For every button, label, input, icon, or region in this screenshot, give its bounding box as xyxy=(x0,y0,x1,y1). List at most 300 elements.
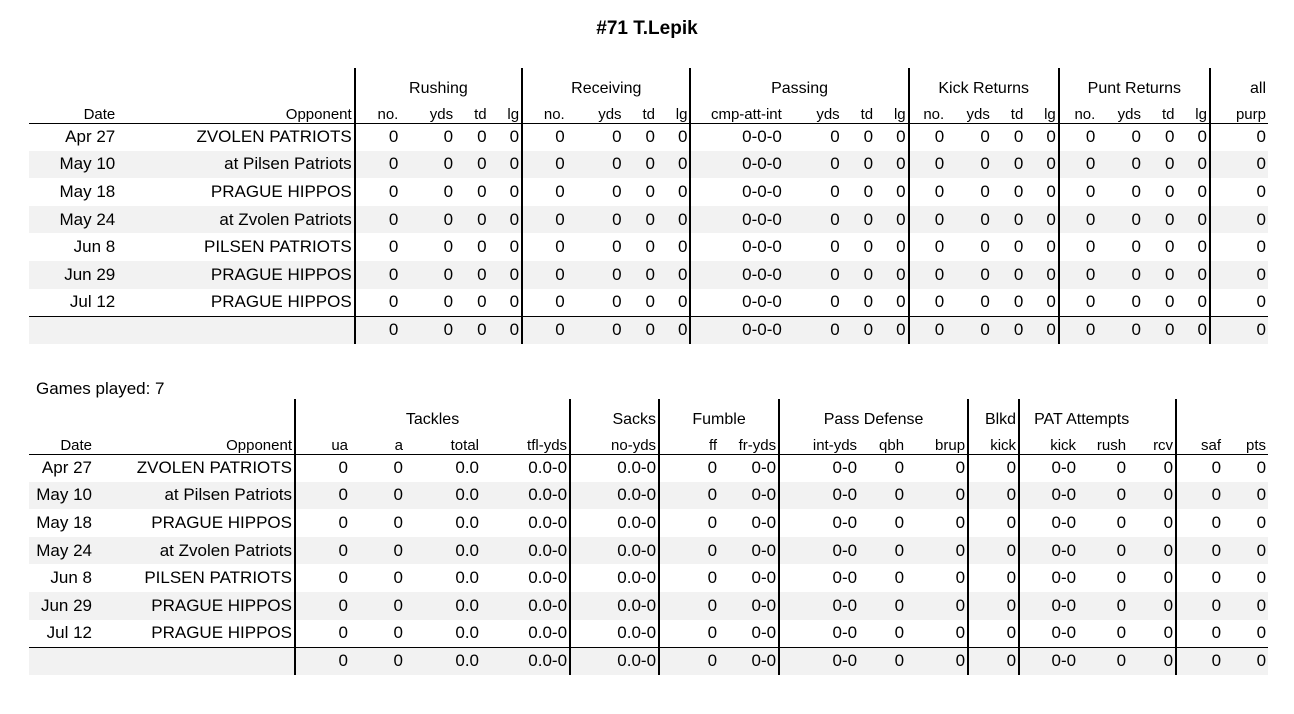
stat-cell: 0 xyxy=(393,512,403,532)
table-row xyxy=(29,454,1268,482)
stat-cell: 0.0-0 xyxy=(570,620,659,648)
stat-cell: 0 xyxy=(355,233,401,261)
stat-cell: 0 xyxy=(477,292,487,312)
stat-cell: 0 xyxy=(1097,151,1143,179)
total-cell: 0 xyxy=(968,647,1019,675)
stat-cell: 0 xyxy=(1210,206,1268,234)
opponent-cell: ZVOLEN PATRIOTS xyxy=(196,127,352,147)
stat-cell: 0 xyxy=(1210,289,1268,317)
column-header: a xyxy=(350,429,405,454)
stat-cell: 0 xyxy=(645,181,655,201)
stat-cell: 0 xyxy=(1046,292,1056,312)
total-cell: 0 xyxy=(567,316,624,344)
column-header: ff xyxy=(659,429,719,454)
stat-cell: 0 xyxy=(1164,181,1175,201)
stat-cell: 0 xyxy=(522,123,567,151)
stat-cell: 0 xyxy=(1143,206,1176,234)
stat-cell: 0-0-0 xyxy=(690,123,783,151)
column-header: no. xyxy=(1059,98,1098,123)
group-kick-returns: Kick Returns xyxy=(909,68,1059,98)
column-header: Opponent xyxy=(117,98,354,123)
stat-cell: 0 xyxy=(612,237,622,257)
stat-cell: 0 xyxy=(1176,537,1223,565)
stat-cell: 0 xyxy=(955,458,966,478)
stat-cell: 0 xyxy=(1197,237,1207,257)
stat-cell: 0 xyxy=(443,292,454,312)
stat-cell: 0-0 xyxy=(751,568,777,588)
stat-cell: 0 xyxy=(489,151,522,179)
stat-cell: 0 xyxy=(842,261,875,289)
table-row xyxy=(29,620,1268,648)
column-header: lg xyxy=(875,98,909,123)
stat-cell: 0 xyxy=(863,292,874,312)
opponent-cell: PILSEN PATRIOTS xyxy=(144,568,292,588)
stat-cell: 0-0-0 xyxy=(690,289,783,317)
stat-cell: 0 xyxy=(443,127,454,147)
stat-cell: 0 xyxy=(830,237,840,257)
stat-cell: 0 xyxy=(909,123,947,151)
stat-cell: 0-0 xyxy=(1019,620,1078,648)
total-cell: 0-0 xyxy=(779,647,859,675)
opponent-cell: PRAGUE HIPPOS xyxy=(210,292,352,312)
total-cell: 0 xyxy=(1078,647,1128,675)
stat-cell: 0 xyxy=(645,292,655,312)
stat-cell: 0 xyxy=(1256,458,1267,478)
stat-cell: 0 xyxy=(1210,123,1268,151)
stat-cell: 0 xyxy=(659,592,719,620)
total-cell: 0 xyxy=(624,316,657,344)
stat-cell: 0 xyxy=(522,206,567,234)
stat-cell: 0 xyxy=(567,206,624,234)
stat-cell: 0-0 xyxy=(1019,537,1078,565)
stat-cell: 0 xyxy=(830,292,840,312)
date-cell: Jun 8 xyxy=(50,568,92,588)
stat-cell: 0.0-0 xyxy=(570,537,659,565)
stat-cell: 0 xyxy=(455,206,488,234)
column-header: lg xyxy=(489,98,522,123)
stat-cell: 0 xyxy=(830,127,840,147)
stat-cell: 0-0-0 xyxy=(690,178,783,206)
stat-cell: 0-0 xyxy=(1019,592,1078,620)
stat-cell: 0 xyxy=(1210,178,1268,206)
stat-cell: 0 xyxy=(842,206,875,234)
stat-cell: 0 xyxy=(350,592,405,620)
total-cell: 0 xyxy=(1143,316,1176,344)
stat-cell: 0 xyxy=(909,206,947,234)
stat-cell: 0-0 xyxy=(779,482,859,510)
stat-cell: 0 xyxy=(350,537,405,565)
column-header: kick xyxy=(968,429,1019,454)
table-row xyxy=(29,289,1268,317)
stat-cell: 0.0 xyxy=(455,568,479,588)
stat-cell: 0 xyxy=(968,620,1019,648)
stat-cell: 0 xyxy=(350,482,405,510)
table-row xyxy=(29,564,1268,592)
stat-cell: 0 xyxy=(1143,261,1176,289)
stat-cell: 0.0-0 xyxy=(528,512,568,532)
stat-cell: 0 xyxy=(1116,623,1127,643)
defense-column-header-row xyxy=(29,429,1268,454)
stat-cell: 0-0 xyxy=(1019,509,1078,537)
total-cell: 0 xyxy=(1059,316,1098,344)
stat-cell: 0 xyxy=(355,289,401,317)
total-cell: 0 xyxy=(455,316,488,344)
column-header: int-yds xyxy=(779,429,859,454)
stat-cell: 0 xyxy=(295,592,350,620)
stat-cell: 0-0 xyxy=(751,458,777,478)
stat-cell: 0-0 xyxy=(779,454,859,482)
stat-cell: 0 xyxy=(894,512,905,532)
stat-cell: 0.0 xyxy=(455,512,479,532)
stat-cell: 0-0-0 xyxy=(690,261,783,289)
stat-cell: 0 xyxy=(400,206,455,234)
stat-cell: 0.0-0 xyxy=(528,568,568,588)
date-cell: Apr 27 xyxy=(65,127,116,147)
stat-cell: 0 xyxy=(522,289,567,317)
stat-cell: 0 xyxy=(1256,568,1267,588)
column-header: no. xyxy=(355,98,401,123)
stat-cell: 0 xyxy=(1046,237,1056,257)
date-cell: Jun 29 xyxy=(29,261,117,289)
table-row xyxy=(29,537,1268,565)
group-rushing: Rushing xyxy=(355,68,522,98)
stat-cell: 0 xyxy=(1197,127,1207,147)
stat-cell: 0 xyxy=(784,151,842,179)
opponent-cell: PRAGUE HIPPOS xyxy=(151,512,292,532)
stat-cell: 0 xyxy=(1163,512,1174,532)
stat-cell: 0 xyxy=(1078,482,1128,510)
column-header: Date xyxy=(29,98,117,123)
column-header: tfl-yds xyxy=(481,429,570,454)
stat-cell: 0 xyxy=(1013,181,1024,201)
stat-cell: 0 xyxy=(612,292,622,312)
totals-row xyxy=(29,647,1268,675)
total-cell: 0 xyxy=(657,316,690,344)
stat-cell: 0-0 xyxy=(719,482,779,510)
stat-cell: 0 xyxy=(1256,623,1267,643)
stat-cell: 0 xyxy=(968,564,1019,592)
date-cell: May 18 xyxy=(59,181,116,201)
stat-cell: 0 xyxy=(489,261,522,289)
stat-cell: 0 xyxy=(659,509,719,537)
total-cell: 0-0 xyxy=(1019,647,1078,675)
column-header: kick xyxy=(1019,429,1078,454)
table-row xyxy=(29,178,1268,206)
column-header: fr-yds xyxy=(719,429,779,454)
stat-cell: 0-0 xyxy=(751,512,777,532)
stat-cell: 0 xyxy=(393,458,403,478)
stat-cell: 0-0 xyxy=(719,592,779,620)
stat-cell: 0 xyxy=(1013,292,1024,312)
stat-cell: 0 xyxy=(1210,151,1268,179)
stat-cell: 0-0 xyxy=(1019,482,1078,510)
stat-cell: 0 xyxy=(842,151,875,179)
stat-cell: 0.0-0 xyxy=(481,482,570,510)
total-cell: 0 xyxy=(784,316,842,344)
total-cell: 0 xyxy=(489,316,522,344)
stat-cell: 0 xyxy=(875,151,909,179)
stat-cell: 0 xyxy=(443,237,454,257)
stat-cell: 0-0 xyxy=(719,537,779,565)
stat-cell: 0 xyxy=(1078,537,1128,565)
group-passing: Passing xyxy=(690,68,908,98)
stat-cell: 0 xyxy=(1223,537,1268,565)
total-cell xyxy=(94,647,295,675)
table-row xyxy=(29,233,1268,261)
total-cell: 0 xyxy=(522,316,567,344)
stat-cell: 0 xyxy=(1176,509,1223,537)
stat-cell: 0-0 xyxy=(779,620,859,648)
stat-cell: 0 xyxy=(355,178,401,206)
total-cell: 0 xyxy=(859,647,906,675)
table-row xyxy=(29,123,1268,151)
total-cell: 0 xyxy=(1210,316,1268,344)
stat-cell: 0 xyxy=(955,512,966,532)
stat-cell: 0 xyxy=(1128,592,1176,620)
column-header: Date xyxy=(29,429,94,454)
stat-cell: 0 xyxy=(455,151,488,179)
stat-cell: 0 xyxy=(1131,237,1141,257)
column-header: yds xyxy=(567,98,624,123)
stat-cell: 0.0-0 xyxy=(528,458,568,478)
stat-cell: 0 xyxy=(355,151,401,179)
stat-cell: 0 xyxy=(1025,261,1058,289)
total-cell: 0 xyxy=(992,316,1025,344)
stat-cell: 0.0-0 xyxy=(481,592,570,620)
stat-cell: 0 xyxy=(1223,482,1268,510)
stat-cell: 0 xyxy=(1131,127,1141,147)
stat-cell: 0 xyxy=(1116,568,1127,588)
stat-cell: 0 xyxy=(1163,623,1174,643)
column-header: td xyxy=(1143,98,1176,123)
totals-row xyxy=(29,316,1268,344)
column-header: brup xyxy=(906,429,968,454)
group-blkd: Blkd xyxy=(968,399,1019,429)
stat-cell: 0 xyxy=(400,151,455,179)
stat-cell: 0 xyxy=(1176,206,1209,234)
stat-cell: 0 xyxy=(1163,458,1174,478)
column-header: lg xyxy=(1176,98,1209,123)
opponent-cell: ZVOLEN PATRIOTS xyxy=(136,458,292,478)
total-cell: 0 xyxy=(1223,647,1268,675)
stat-cell: 0 xyxy=(1059,178,1098,206)
stat-cell: 0-0-0 xyxy=(690,233,783,261)
stat-cell: 0 xyxy=(678,237,688,257)
column-header: total xyxy=(405,429,481,454)
stat-cell: 0.0 xyxy=(455,458,479,478)
stat-cell: 0 xyxy=(659,482,719,510)
date-cell: Apr 27 xyxy=(41,458,92,478)
stat-cell: 0 xyxy=(612,127,622,147)
stat-cell: 0 xyxy=(1046,127,1056,147)
stat-cell: 0.0 xyxy=(405,537,481,565)
column-header: yds xyxy=(784,98,842,123)
games-played: Games played: 7 xyxy=(36,379,165,398)
total-cell: 0 xyxy=(295,647,350,675)
total-cell: 0 xyxy=(946,316,992,344)
opponent-cell: at Pilsen Patriots xyxy=(117,151,354,179)
stat-cell: 0 xyxy=(1176,620,1223,648)
stat-cell: 0 xyxy=(980,292,990,312)
column-header: yds xyxy=(946,98,992,123)
stat-cell: 0 xyxy=(624,151,657,179)
stat-cell: 0 xyxy=(1223,592,1268,620)
stat-cell: 0 xyxy=(657,151,690,179)
opponent-cell: at Pilsen Patriots xyxy=(94,482,295,510)
stat-cell: 0.0 xyxy=(455,623,479,643)
stat-cell: 0 xyxy=(657,261,690,289)
stat-cell: 0 xyxy=(1046,181,1056,201)
table-row xyxy=(29,592,1268,620)
stat-cell: 0 xyxy=(1013,127,1024,147)
stat-cell: 0 xyxy=(678,292,688,312)
table-row xyxy=(29,151,1268,179)
table-row xyxy=(29,206,1268,234)
stat-cell: 0 xyxy=(1164,237,1175,257)
date-cell: May 24 xyxy=(29,537,94,565)
stat-cell: 0 xyxy=(1059,123,1098,151)
stat-cell: 0 xyxy=(909,233,947,261)
stat-cell: 0 xyxy=(1164,127,1175,147)
stat-cell: 0 xyxy=(455,261,488,289)
stat-cell: 0 xyxy=(894,458,905,478)
stat-cell: 0-0 xyxy=(1019,454,1078,482)
stat-cell: 0 xyxy=(894,568,905,588)
column-header: no-yds xyxy=(570,429,659,454)
stat-cell: 0.0-0 xyxy=(481,537,570,565)
stat-cell: 0 xyxy=(1128,537,1176,565)
stat-cell: 0.0 xyxy=(405,592,481,620)
stat-cell: 0 xyxy=(1097,261,1143,289)
stat-cell: 0 xyxy=(295,509,350,537)
stat-cell: 0 xyxy=(1163,568,1174,588)
stat-cell: 0 xyxy=(1197,292,1207,312)
stat-cell: 0 xyxy=(875,206,909,234)
stat-cell: 0 xyxy=(477,237,487,257)
stat-cell: 0 xyxy=(830,181,840,201)
group-tackles: Tackles xyxy=(295,399,570,429)
stat-cell: 0 xyxy=(295,564,350,592)
column-header: lg xyxy=(657,98,690,123)
column-header: td xyxy=(842,98,875,123)
stat-cell: 0 xyxy=(1059,151,1098,179)
stat-cell: 0 xyxy=(906,482,968,510)
stat-cell: 0 xyxy=(896,292,906,312)
column-header: lg xyxy=(1025,98,1058,123)
opponent-cell: PRAGUE HIPPOS xyxy=(117,261,354,289)
stat-cell: 0 xyxy=(295,482,350,510)
stat-cell: 0 xyxy=(355,261,401,289)
total-cell: 0 xyxy=(1176,647,1223,675)
total-cell: 0.0-0 xyxy=(481,647,570,675)
column-header: yds xyxy=(1097,98,1143,123)
stat-cell: 0 xyxy=(1210,261,1268,289)
total-cell: 0 xyxy=(906,647,968,675)
column-header: Opponent xyxy=(94,429,295,454)
stat-cell: 0 xyxy=(863,127,874,147)
stat-cell: 0 xyxy=(896,237,906,257)
stat-cell: 0 xyxy=(909,178,947,206)
stat-cell: 0 xyxy=(645,237,655,257)
stat-cell: 0.0-0 xyxy=(570,509,659,537)
stat-cell: 0-0-0 xyxy=(690,206,783,234)
stat-cell: 0-0 xyxy=(779,537,859,565)
stat-cell: 0 xyxy=(1025,151,1058,179)
stat-cell: 0 xyxy=(909,289,947,317)
stat-cell: 0 xyxy=(1059,261,1098,289)
table-row xyxy=(29,509,1268,537)
stat-cell: 0-0 xyxy=(779,509,859,537)
stat-cell: 0 xyxy=(1059,233,1098,261)
column-header: pts xyxy=(1223,429,1268,454)
column-header: saf xyxy=(1176,429,1223,454)
total-cell xyxy=(29,647,94,675)
stat-cell: 0 xyxy=(968,454,1019,482)
stat-cell: 0 xyxy=(859,592,906,620)
opponent-cell: at Zvolen Patriots xyxy=(117,206,354,234)
stat-cell: 0 xyxy=(1197,181,1207,201)
column-header: td xyxy=(992,98,1025,123)
stat-cell: 0-0-0 xyxy=(690,151,783,179)
stat-cell: 0 xyxy=(980,181,990,201)
stat-cell: 0 xyxy=(509,237,520,257)
stat-cell: 0-0 xyxy=(751,623,777,643)
stat-cell: 0 xyxy=(678,127,688,147)
stat-cell: 0 xyxy=(968,592,1019,620)
stat-cell: 0 xyxy=(955,568,966,588)
total-cell: 0 xyxy=(400,316,455,344)
stat-cell: 0 xyxy=(659,537,719,565)
offense-column-header-row xyxy=(29,98,1268,123)
stat-cell: 0 xyxy=(906,592,968,620)
group-punt-returns: Punt Returns xyxy=(1059,68,1210,98)
stat-cell: 0 xyxy=(295,454,350,482)
stat-cell: 0 xyxy=(522,233,567,261)
stat-cell: 0 xyxy=(645,127,655,147)
stat-cell: 0 xyxy=(1176,454,1223,482)
opponent-cell: PRAGUE HIPPOS xyxy=(151,623,292,643)
stat-cell: 0 xyxy=(946,261,992,289)
stat-cell: 0 xyxy=(859,482,906,510)
stat-cell: 0 xyxy=(477,127,487,147)
stat-cell: 0 xyxy=(657,206,690,234)
defense-stats-table xyxy=(29,399,1268,675)
group-pass-defense: Pass Defense xyxy=(779,399,968,429)
defense-group-header-row xyxy=(29,399,1268,429)
stat-cell: 0 xyxy=(946,206,992,234)
stat-cell: 0 xyxy=(522,151,567,179)
stat-cell: 0.0-0 xyxy=(570,454,659,482)
date-cell: Jul 12 xyxy=(46,623,92,643)
stat-cell: 0 xyxy=(355,206,401,234)
stat-cell: 0 xyxy=(567,151,624,179)
stat-cell: 0 xyxy=(1176,151,1209,179)
table-row xyxy=(29,482,1268,510)
column-header: td xyxy=(624,98,657,123)
stat-cell: 0 xyxy=(1078,592,1128,620)
stat-cell: 0 xyxy=(906,537,968,565)
stat-cell: 0 xyxy=(896,181,906,201)
total-cell: 0 xyxy=(875,316,909,344)
stat-cell: 0 xyxy=(1013,237,1024,257)
stat-cell: 0.0-0 xyxy=(570,482,659,510)
group-pat-attempts: PAT Attempts xyxy=(1019,399,1176,429)
stat-cell: 0 xyxy=(393,568,403,588)
total-cell xyxy=(117,316,354,344)
stat-cell: 0.0 xyxy=(405,482,481,510)
stat-cell: 0 xyxy=(612,181,622,201)
stat-cell: 0 xyxy=(859,537,906,565)
